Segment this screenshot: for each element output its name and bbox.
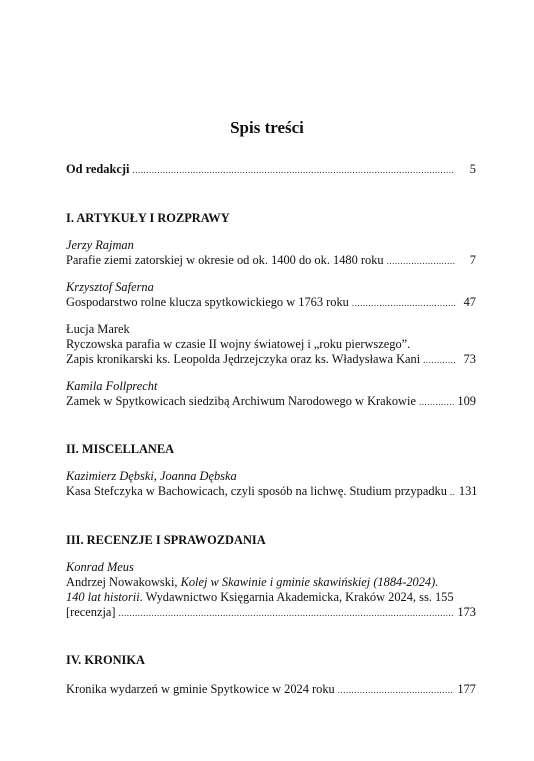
page-number: 173 [457,605,476,619]
toc-entry[interactable] [66,484,476,499]
entry-title-line: Ryczowska parafia w czasie II wojny światowej i „roku pierwszego”. [66,337,411,351]
toc-entry-editorial[interactable] [66,162,476,177]
entry-author: Kamila Follprecht [66,379,158,393]
toc-entry[interactable] [66,394,476,409]
dot-leader [338,683,455,698]
page-title: Spis treści [230,118,304,137]
page-number: 131 [458,484,478,498]
entry-title: Kronika wydarzeń w gminie Spytkowice w 2024 roku [66,682,335,696]
page-number: 7 [469,253,476,267]
entry-title: Zapis kronikarski ks. Leopolda Jędrzejczyka oraz ks. Władysława Kani [66,352,421,366]
entry-title-part: Andrzej Nowakowski, [66,575,181,589]
toc-entry[interactable] [66,352,476,367]
page-number: 177 [457,682,476,696]
section-heading: IV. KRONIKA [66,653,145,667]
entry-title: Zamek w Spytkowicach siedzibą Archiwum Narodowego w Krakowie [66,394,416,408]
entry-title-part: . Wydawnictwo Księgarnia Akademicka, Kraków 2024, ss. 155 [139,590,454,604]
entry-title: Parafie ziemi zatorskiej w okresie od ok. 1400 do ok. 1480 roku [66,253,384,267]
entry-title-line [66,575,476,590]
section-heading: I. ARTYKUŁY I ROZPRAWY [66,211,230,225]
toc-entry[interactable] [66,295,476,310]
dot-leader [419,395,454,410]
entry-author: Jerzy Rajman [66,238,134,252]
section-heading: II. MISCELLANEA [66,442,175,456]
entry-author: Łucja Marek [66,322,130,336]
dot-leader [387,254,455,269]
dot-leader [132,163,455,178]
page-number: 73 [463,352,476,366]
entry-author: Kazimierz Dębski, Joanna Dębska [66,469,237,483]
dot-leader [352,296,455,311]
toc-entry[interactable] [66,605,476,620]
page-number: 5 [469,162,476,176]
entry-author: Krzysztof Saferna [66,280,154,294]
entry-title-part: 140 lat historii [66,590,140,604]
entry-title: Od redakcji [66,162,130,176]
page-number: 109 [457,394,476,408]
entry-title-part: Kolej w Skawinie i gminie skawińskiej (1884-2024). [180,575,439,589]
entry-author: Konrad Meus [66,560,134,574]
entry-title: Gospodarstwo rolne klucza spytkowickiego w 1763 roku [66,295,349,309]
dot-leader [119,606,455,621]
entry-title: [recenzja] [66,605,116,619]
entry-title-line [66,590,476,605]
entry-title: Kasa Stefczyka w Bachowicach, czyli sposób na lichwę. Studium przypadku [66,484,447,498]
toc-entry[interactable] [66,253,476,268]
toc-entry[interactable] [66,682,476,697]
section-heading: III. RECENZJE I SPRAWOZDANIA [66,533,266,547]
page-number: 47 [463,295,476,309]
dot-leader [450,485,456,500]
dot-leader [423,353,455,368]
